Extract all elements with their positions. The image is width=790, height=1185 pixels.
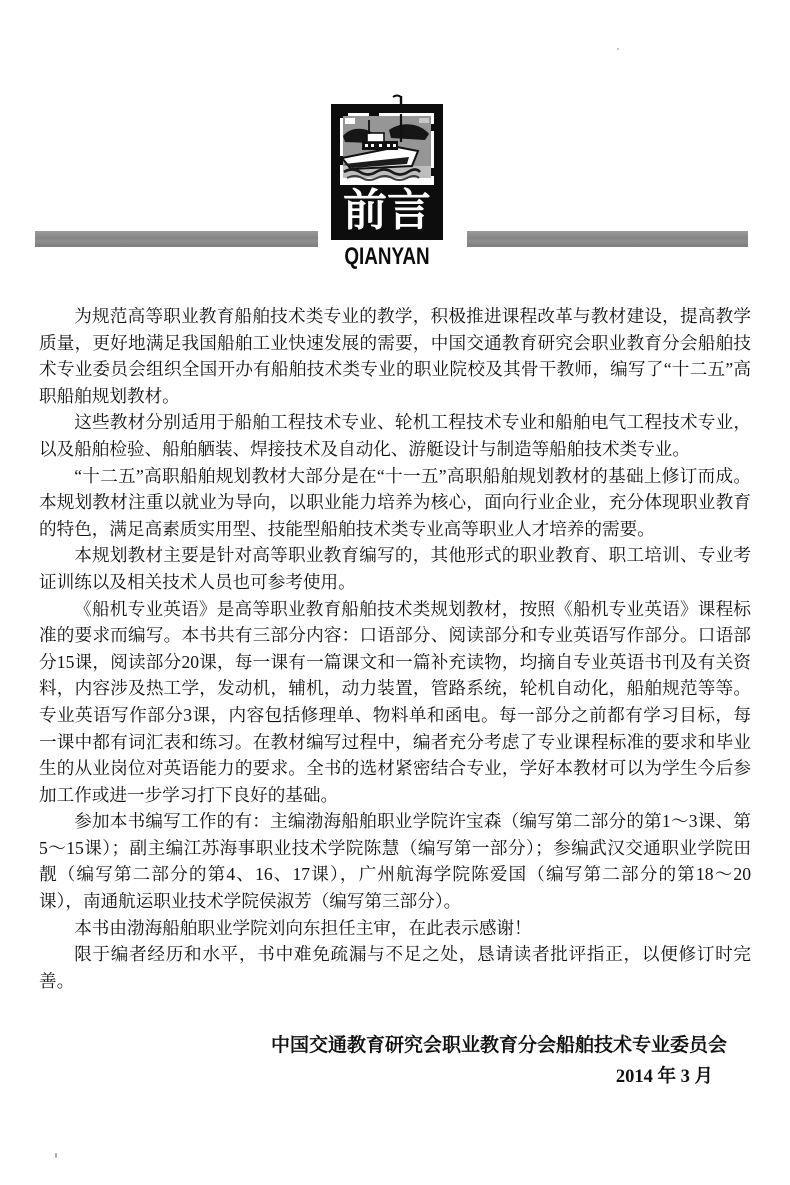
paragraph: 限于编者经历和水平，书中难免疏漏与不足之处，恳请读者批评指正，以便修订时完善。: [39, 944, 751, 991]
preface-body: [39, 303, 751, 994]
emblem-subtitle: QIANYAN: [344, 241, 430, 270]
paragraph: 为规范高等职业教育船舶技术类专业的教学，积极推进课程改革与教材建设，提高教学质量，更好地满足我国船舶工业快速发展的需要，中国交通教育研究会职业教育分会船舶技术专业委员会组织全国开办有船舶技术类专业的职业院校及其骨干教师，编写了“十二五”高职船舶规划教材。: [39, 306, 751, 406]
preface-emblem: [329, 94, 445, 270]
paragraph: 本书由渤海船舶职业学院刘向东担任主审，在此表示感谢！: [74, 917, 532, 938]
paragraph: 《船机专业英语》是高等职业教育船舶技术类规划教材，按照《船机专业英语》课程标准的要求而编写。本书共有三部分内容：口语部分、阅读部分和专业英语写作部分。口语部分15课，阅读部分20课，每一课有一篇课文和一篇补充读物，均摘自专业英语书刊及有关资料，内容涉及热工学，发动机，辅机，动力装置，管路系统，轮机自动化，船舶规范等等。专业英语写作部分3课，内容包括修理单、物料单和函电。每一部分之前都有学习目标，每一课中都有词汇表和练习。在教材编写过程中，编者充分考虑了专业课程标准的要求和毕业生的从业岗位对英语能力的要求。全书的选材紧密结合专业，学好本教材可以为学生今后参加工作或进一步学习打下良好的基础。: [39, 598, 751, 805]
divider-bar-right: [467, 231, 748, 247]
date-line: 2014 年 3 月: [615, 1067, 713, 1087]
signature-line: 中国交通教育研究会职业教育分会船舶技术专业委员会: [270, 1035, 727, 1056]
ship-woodcut-icon: [329, 94, 445, 244]
emblem-title: 前言: [343, 186, 431, 235]
paragraph: 这些教材分别适用于船舶工程技术专业、轮机工程技术专业和船舶电气工程技术专业，以及船舶检验、船舶舾装、焊接技术及自动化、游艇设计与制造等船舶技术类专业。: [39, 412, 751, 459]
paragraph: 参加本书编写工作的有：主编渤海船舶职业学院许宝森（编写第二部分的第1～3课、第5～15课）；副主编江苏海事职业技术学院陈慧（编写第一部分）；参编武汉交通职业学院田靓（编写第二部分的第4、16、17课），广州航海学院陈爱国（编写第二部分的第18～20课），南通航运职业技术学院侯淑芳（编写第三部分）。: [39, 811, 751, 912]
scan-speck: [55, 1153, 57, 1158]
divider-bar-left: [35, 231, 318, 247]
scan-speck: [617, 48, 619, 50]
paragraph: “十二五”高职船舶规划教材大部分是在“十一五”高职船舶规划教材的基础上修订而成。本规划教材注重以就业为导向，以职业能力培养为核心，面向行业企业，充分体现职业教育的特色，满足高素质实用型、技能型船舶技术类专业高等职业人才培养的需要。: [39, 465, 751, 539]
paragraph: 本规划教材主要是针对高等职业教育编写的，其他形式的职业教育、职工培训、专业考证训练以及相关技术人员也可参考使用。: [39, 545, 751, 592]
